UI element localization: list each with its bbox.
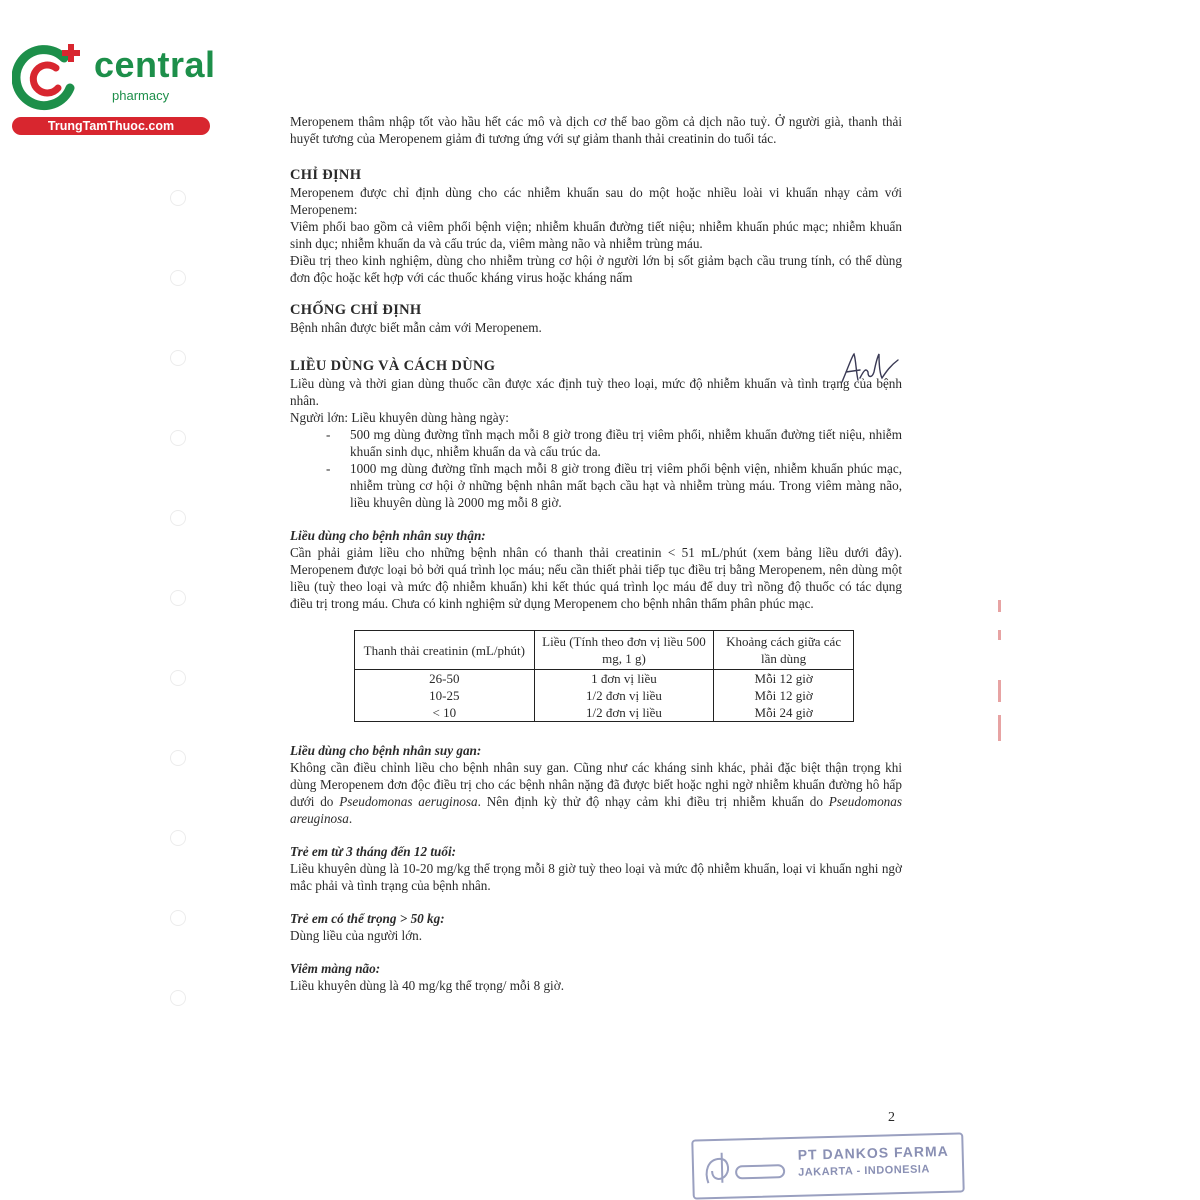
heavy-children-paragraph: Dùng liều của người lớn. <box>290 928 423 943</box>
hepatic-heading: Liều dùng cho bệnh nhân suy gan: <box>290 743 482 758</box>
signature-icon <box>838 348 902 388</box>
organism-name: Pseudomonas areuginosa <box>290 794 902 826</box>
hepatic-text-c: . <box>348 811 353 826</box>
table-cell: Mỗi 12 giờ <box>714 670 854 688</box>
table-cell: Mỗi 12 giờ <box>714 687 854 704</box>
heavy-children-heading: Trẻ em có thể trọng > 50 kg: <box>290 911 445 926</box>
table-cell: 10-25 <box>355 687 535 704</box>
intro-paragraph: Meropenem thâm nhập tốt vào hầu hết các mô và dịch cơ thể bao gồm cả dịch não tuỷ. Ở người già, thanh thải huyết tương của Meropenem giảm đi tương ứng với sự giảm thanh thải creatinin do tuổi tác. <box>290 114 902 146</box>
table-cell: 1/2 đơn vị liều <box>534 704 714 722</box>
children-paragraph: Liều khuyên dùng là 10-20 mg/kg thể trọng mỗi 8 giờ tuỳ theo loại và mức độ nhiễm khuẩn, loại vi khuẩn nghi ngờ mắc phải và tình trạng của bệnh nhân. <box>290 861 902 893</box>
table-cell: 1/2 đơn vị liều <box>534 687 714 704</box>
dosage-heading: LIỀU DÙNG VÀ CÁCH DÙNG <box>290 358 496 374</box>
renal-dose-table <box>354 630 854 722</box>
indication-paragraph-2: Viêm phổi bao gồm cả viêm phổi bệnh viện; nhiễm khuẩn đường tiết niệu; nhiễm khuẩn phúc mạc; nhiễm khuẩn sinh dục; nhiễm khuẩn da và cấu trúc da, viêm màng não và nhiễm trùng máu. <box>290 219 902 251</box>
hepatic-text-a: Không cần điều chỉnh liều cho bệnh nhân suy gan. Cũng như các kháng sinh khác, phải đặc biệt thận trọng khi dùng Meropenem đơn độc điều trị cho các bệnh nhân nặng đã được biết hoặc nghi ngờ nhiễm khuẩn đường hô hấp dưới do <box>290 760 902 809</box>
dosage-paragraph-1: Liều dùng và thời gian dùng thuốc cần được xác định tuỳ theo loại, mức độ nhiễm khuẩn và tình trạng của bệnh nhân. <box>290 376 902 408</box>
hepatic-text-b: . Nên định kỳ thử độ nhạy cảm khi điều trị nhiễm khuẩn do <box>477 794 829 809</box>
logo-subtitle: pharmacy <box>112 88 170 103</box>
red-edge-marks <box>994 600 1008 760</box>
stamp-location: JAKARTA - INDONESIA <box>798 1163 931 1179</box>
list-item: - 1000 mg dùng đường tĩnh mạch mỗi 8 giờ trong điều trị viêm phổi bệnh viện, nhiễm khuẩn phúc mạc, nhiễm trùng cơ hội ở những bệnh nhân mất bạch cầu hạt và nhiễm trùng máu. Trong viêm màng não, liều khuyên dùng là 2000 mg mỗi 8 giờ. <box>350 460 902 511</box>
table-cell: < 10 <box>355 704 535 722</box>
hepatic-paragraph <box>290 759 902 827</box>
table-header: Liều (Tính theo đơn vị liều 500 mg, 1 g) <box>534 631 714 670</box>
indication-paragraph-1: Meropenem được chỉ định dùng cho các nhiễm khuẩn sau do một hoặc nhiều loài vi khuẩn nhạy cảm với Meropenem: <box>290 185 902 217</box>
table-header: Khoảng cách giữa các lần dùng <box>714 631 854 670</box>
table-cell: 1 đơn vị liều <box>534 670 714 688</box>
meningitis-paragraph: Liều khuyên dùng là 40 mg/kg thể trọng/ mỗi 8 giờ. <box>290 978 564 993</box>
dosage-paragraph-2: Người lớn: Liều khuyên dùng hàng ngày: <box>290 410 509 425</box>
central-pharmacy-logo <box>12 38 216 138</box>
table-row <box>355 687 854 704</box>
list-item: - 500 mg dùng đường tĩnh mạch mỗi 8 giờ trong điều trị viêm phổi, nhiễm khuẩn đường tiết niệu, nhiễm khuẩn sinh dục, nhiễm khuẩn da và cấu trúc da. <box>350 426 902 460</box>
table-header: Thanh thải creatinin (mL/phút) <box>355 631 535 670</box>
table-row <box>355 670 854 688</box>
company-stamp <box>691 1132 964 1199</box>
dankos-logo-icon <box>702 1147 793 1189</box>
renal-heading: Liều dùng cho bệnh nhân suy thận: <box>290 528 486 543</box>
meningitis-heading: Viêm màng não: <box>290 961 381 976</box>
indication-heading: CHỈ ĐỊNH <box>290 167 362 183</box>
document-page <box>290 113 902 994</box>
page-number: 2 <box>888 1110 895 1125</box>
adult-dose-list <box>290 426 902 511</box>
central-logo-icon <box>12 38 92 114</box>
logo-brand: central <box>94 44 216 85</box>
table-cell: 26-50 <box>355 670 535 688</box>
table-cell: Mỗi 24 giờ <box>714 704 854 722</box>
contraindication-heading: CHỐNG CHỈ ĐỊNH <box>290 302 422 318</box>
binder-holes <box>170 190 190 1090</box>
contraindication-paragraph: Bệnh nhân được biết mẫn cảm với Meropenem. <box>290 320 542 335</box>
organism-name: Pseudomonas aeruginosa <box>339 794 478 809</box>
children-heading: Trẻ em từ 3 tháng đến 12 tuổi: <box>290 844 457 859</box>
table-row <box>355 704 854 722</box>
stamp-company-name: PT DANKOS FARMA <box>797 1142 949 1163</box>
logo-site-url: TrungTamThuoc.com <box>12 117 210 135</box>
indication-paragraph-3: Điều trị theo kinh nghiệm, dùng cho nhiễm trùng cơ hội ở người lớn bị sốt giảm bạch cầu trung tính, có thể dùng đơn độc hoặc kết hợp với các thuốc kháng virus hoặc kháng nấm <box>290 253 902 285</box>
renal-paragraph: Cần phải giảm liều cho những bệnh nhân có thanh thải creatinin < 51 mL/phút (xem bảng liều dưới đây). Meropenem được loại bỏ bởi quá trình lọc máu; nếu cần thiết phải tiếp tục điều trị bằng Meropenem, nên dùng một liều (tuỳ theo loại và mức độ nhiễm khuẩn) khi kết thúc quá trình lọc máu để duy trì nồng độ thuốc có tác dụng điều trị trong máu. Chưa có kinh nghiệm sử dụng Meropenem cho bệnh nhân thẩm phân phúc mạc. <box>290 545 902 611</box>
